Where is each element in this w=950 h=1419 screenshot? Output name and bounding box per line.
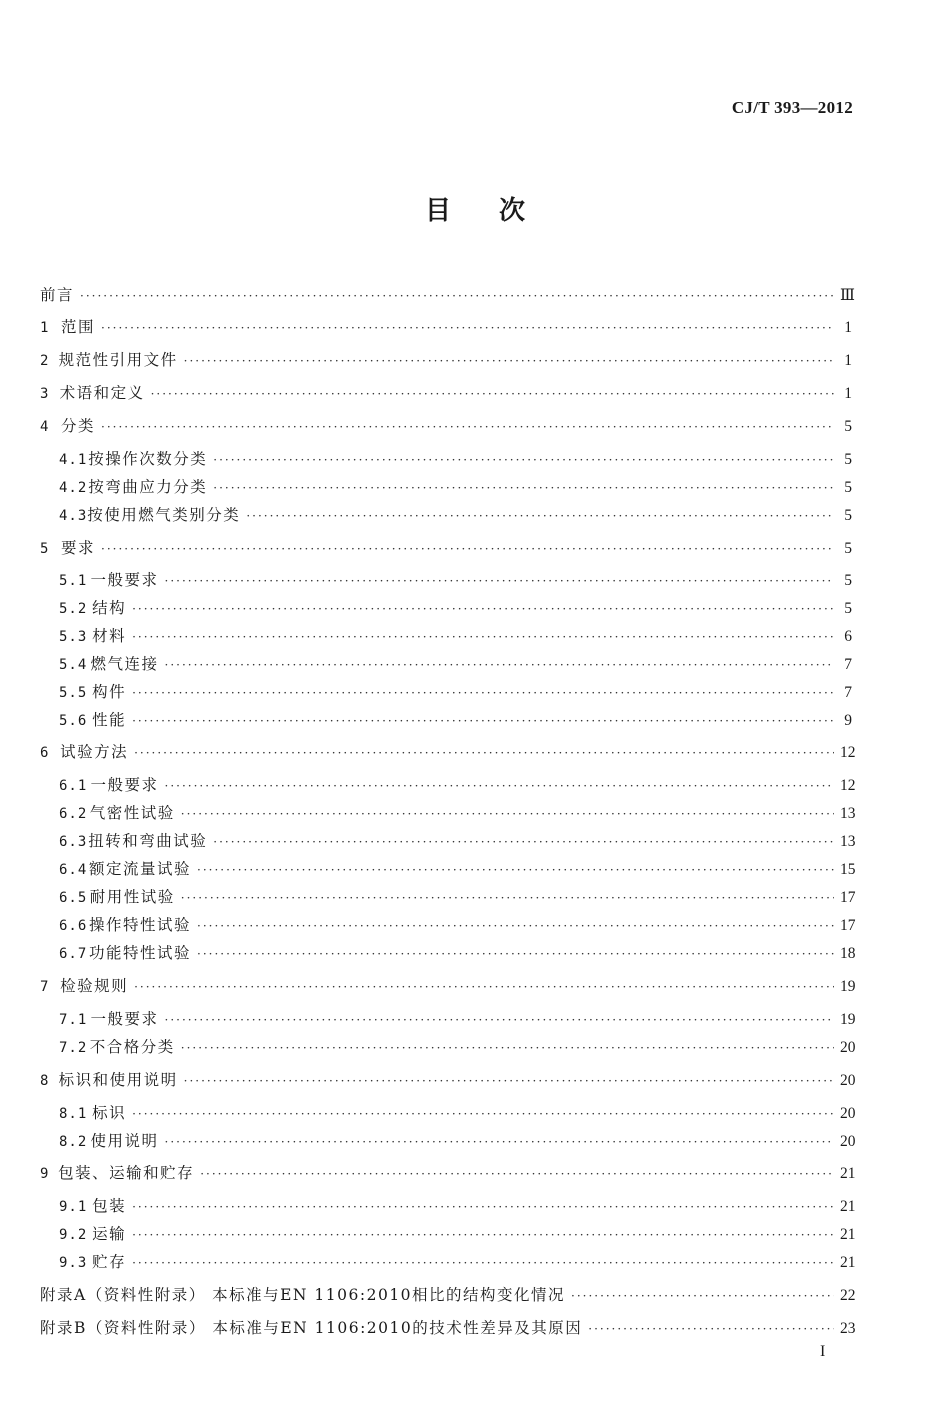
toc-dot-leader — [101, 317, 834, 339]
toc-entry-page: 5 — [844, 479, 852, 496]
toc-entry-page: 7 — [844, 684, 852, 701]
toc-entry-label: 使用说明 — [90, 1132, 159, 1150]
toc-entry[interactable] — [59, 569, 852, 591]
toc-dot-leader — [132, 598, 834, 620]
toc-entry-label: 构件 — [92, 683, 127, 701]
toc-entry-page: 1 — [844, 319, 852, 336]
toc-entry-page: 21 — [840, 1165, 856, 1182]
toc-entry-label: 规范性引用文件 — [58, 351, 178, 369]
toc-dot-leader — [165, 654, 834, 676]
toc-entry-number: 5 — [40, 541, 50, 557]
toc-entry-label: 扭转和弯曲试验 — [88, 832, 208, 850]
toc-dot-leader — [165, 570, 834, 592]
toc-entry[interactable] — [59, 1102, 856, 1124]
toc-entry[interactable] — [59, 1251, 856, 1273]
toc-dot-leader — [132, 710, 834, 732]
toc-dot-leader — [132, 682, 834, 704]
standard-code: CJ/T 393—2012 — [731, 98, 853, 117]
toc-entry-page: 5 — [844, 600, 852, 617]
toc-entry-page: 20 — [840, 1133, 856, 1150]
toc-entry-page: 1 — [844, 352, 852, 369]
toc-entry-number: 5.1 — [59, 573, 88, 589]
toc-entry-number: 4.3 — [59, 508, 88, 524]
toc-entry[interactable] — [59, 625, 852, 647]
toc-entry-label: 要求 — [61, 539, 96, 557]
toc-dot-leader — [101, 416, 834, 438]
toc-entry-label: 按操作次数分类 — [88, 450, 208, 468]
toc-entry-page: 12 — [840, 744, 856, 761]
toc-entry-label: 按弯曲应力分类 — [88, 478, 208, 496]
toc-entry-label: 标识和使用说明 — [58, 1071, 178, 1089]
toc-entry-page: 6 — [844, 628, 852, 645]
toc-entry-label: 气密性试验 — [89, 804, 175, 822]
toc-entry-page: 9 — [844, 712, 852, 729]
toc-dot-leader — [80, 285, 834, 307]
toc-entry-label: 分类 — [61, 417, 96, 435]
toc-entry-page: 5 — [844, 418, 852, 435]
toc-entry[interactable] — [59, 1008, 856, 1030]
toc-entry-number: 5.3 — [59, 629, 88, 645]
toc-entry[interactable] — [59, 448, 852, 470]
toc-dot-leader — [588, 1318, 834, 1340]
toc-entry-number: 5.5 — [59, 685, 88, 701]
footer-page-number: I — [820, 1343, 826, 1360]
toc-dot-leader — [101, 538, 834, 560]
toc-dot-leader — [165, 1131, 834, 1153]
toc-dot-leader — [213, 831, 834, 853]
toc-entry[interactable] — [59, 1223, 856, 1245]
toc-entry-label: 附录A（资料性附录） 本标准与EN 1106:2010相比的结构变化情况 — [40, 1286, 566, 1304]
toc-entry-label: 耐用性试验 — [89, 888, 175, 906]
toc-entry[interactable] — [40, 975, 856, 997]
toc-entry-label: 按使用燃气类别分类 — [87, 506, 241, 524]
toc-entry-number: 6.6 — [59, 918, 88, 934]
toc-entry[interactable] — [40, 284, 855, 306]
toc-entry[interactable] — [59, 681, 852, 703]
toc-entry-page: Ⅲ — [840, 287, 855, 304]
toc-dot-leader — [165, 775, 834, 797]
toc-entry-label: 贮存 — [92, 1253, 127, 1271]
toc-entry-label: 材料 — [92, 627, 127, 645]
toc-entry[interactable] — [59, 476, 852, 498]
toc-entry-page: 5 — [844, 451, 852, 468]
toc-entry[interactable] — [40, 1069, 856, 1091]
toc-entry-page: 5 — [844, 572, 852, 589]
toc-dot-leader — [165, 1009, 834, 1031]
toc-dot-leader — [181, 887, 834, 909]
toc-entry-page: 23 — [840, 1320, 856, 1337]
toc-entry[interactable] — [40, 1284, 856, 1306]
toc-dot-leader — [134, 976, 834, 998]
toc-entry-label: 范围 — [61, 318, 96, 336]
toc-entry-label: 检验规则 — [60, 977, 129, 995]
toc-entry-page: 13 — [840, 833, 856, 850]
toc-dot-leader — [181, 803, 834, 825]
toc-dot-leader — [184, 350, 834, 372]
toc-entry-number: 7.2 — [59, 1040, 88, 1056]
toc-entry-number: 8 — [40, 1073, 50, 1089]
toc-entry[interactable] — [40, 415, 852, 437]
toc-entry[interactable] — [59, 886, 856, 908]
toc-entry-number: 7.1 — [59, 1012, 88, 1028]
toc-entry-number: 7 — [40, 979, 50, 995]
toc-entry-number: 9.2 — [59, 1227, 88, 1243]
toc-entry[interactable] — [59, 1036, 856, 1058]
toc-entry[interactable] — [40, 1162, 856, 1184]
toc-entry[interactable] — [59, 914, 856, 936]
toc-entry-page: 22 — [840, 1287, 856, 1304]
toc-dot-leader — [132, 1103, 834, 1125]
toc-entry-number: 6.3 — [59, 834, 88, 850]
toc-entry-label: 包装 — [92, 1197, 127, 1215]
toc-entry-number: 6.2 — [59, 806, 88, 822]
toc-entry-page: 5 — [844, 507, 852, 524]
toc-entry-number: 9 — [40, 1166, 50, 1182]
toc-entry[interactable] — [40, 1317, 856, 1339]
toc-dot-leader — [197, 859, 834, 881]
toc-entry-number: 5.4 — [59, 657, 88, 673]
toc-entry-label: 一般要求 — [90, 776, 159, 794]
toc-dot-leader — [184, 1070, 834, 1092]
toc-entry[interactable] — [40, 382, 852, 404]
toc-entry-label: 燃气连接 — [90, 655, 159, 673]
toc-entry-page: 21 — [840, 1226, 856, 1243]
toc-entry[interactable] — [59, 1195, 856, 1217]
toc-entry-number: 5.6 — [59, 713, 88, 729]
toc-entry[interactable] — [59, 942, 856, 964]
toc-entry-label: 一般要求 — [90, 571, 159, 589]
toc-entry-label: 附录B（资料性附录） 本标准与EN 1106:2010的技术性差异及其原因 — [40, 1319, 583, 1337]
toc-entry-number: 4.2 — [59, 480, 88, 496]
toc-entry[interactable] — [59, 1130, 856, 1152]
toc-entry[interactable] — [59, 830, 856, 852]
toc-entry-page: 21 — [840, 1198, 856, 1215]
toc-entry-page: 20 — [840, 1105, 856, 1122]
toc-entry[interactable] — [59, 802, 856, 824]
toc-entry-number: 9.3 — [59, 1255, 88, 1271]
toc-entry-page: 20 — [840, 1039, 856, 1056]
toc-entry[interactable] — [40, 537, 852, 559]
toc-entry[interactable] — [40, 316, 852, 338]
toc-entry-page: 13 — [840, 805, 856, 822]
toc-entry[interactable] — [40, 349, 852, 371]
toc-entry-page: 1 — [844, 385, 852, 402]
toc-entry-page: 19 — [840, 1011, 856, 1028]
toc-dot-leader — [197, 915, 834, 937]
toc-entry-page: 17 — [840, 889, 856, 906]
toc-entry-label: 结构 — [92, 599, 127, 617]
toc-entry-number: 5.2 — [59, 601, 88, 617]
toc-entry-number: 6.5 — [59, 890, 88, 906]
toc-entry[interactable] — [59, 709, 852, 731]
toc-entry-page: 17 — [840, 917, 856, 934]
toc-entry[interactable] — [59, 504, 852, 526]
toc-entry-label: 操作特性试验 — [89, 916, 192, 934]
page-title: 目次 — [424, 196, 573, 226]
toc-entry-page: 5 — [844, 540, 852, 557]
toc-entry-label: 前言 — [40, 286, 75, 304]
toc-entry-page: 15 — [840, 861, 856, 878]
toc-dot-leader — [197, 943, 834, 965]
toc-dot-leader — [132, 626, 834, 648]
toc-entry-number: 6 — [40, 745, 50, 761]
toc-entry-number: 4.1 — [59, 452, 88, 468]
toc-entry[interactable] — [40, 741, 856, 763]
toc-entry-number: 1 — [40, 320, 50, 336]
toc-entry-number: 6.4 — [59, 862, 88, 878]
toc-entry-number: 9.1 — [59, 1199, 88, 1215]
toc-entry-label: 不合格分类 — [89, 1038, 175, 1056]
toc-entry-label: 标识 — [92, 1104, 127, 1122]
toc-dot-leader — [213, 449, 834, 471]
toc-dot-leader — [151, 383, 834, 405]
toc-entry-page: 7 — [844, 656, 852, 673]
toc-entry-label: 包装、运输和贮存 — [58, 1164, 195, 1182]
toc-entry-label: 运输 — [92, 1225, 127, 1243]
toc-dot-leader — [132, 1252, 834, 1274]
toc-entry[interactable] — [59, 858, 856, 880]
toc-dot-leader — [132, 1224, 834, 1246]
toc-dot-leader — [200, 1163, 834, 1185]
toc-entry-page: 12 — [840, 777, 856, 794]
toc-entry[interactable] — [59, 774, 856, 796]
toc-entry-number: 6.1 — [59, 778, 88, 794]
toc-entry-number: 8.1 — [59, 1106, 88, 1122]
toc-dot-leader — [213, 477, 834, 499]
toc-dot-leader — [181, 1037, 834, 1059]
toc-entry[interactable] — [59, 653, 852, 675]
toc-entry-number: 3 — [40, 386, 50, 402]
toc-entry-page: 18 — [840, 945, 856, 962]
toc-entry[interactable] — [59, 597, 852, 619]
toc-entry-number: 4 — [40, 419, 50, 435]
toc-entry-label: 试验方法 — [60, 743, 129, 761]
toc-dot-leader — [571, 1285, 834, 1307]
toc-dot-leader — [132, 1196, 834, 1218]
toc-dot-leader — [134, 742, 834, 764]
toc-entry-page: 20 — [840, 1072, 856, 1089]
toc-entry-label: 额定流量试验 — [89, 860, 192, 878]
toc-entry-page: 21 — [840, 1254, 856, 1271]
toc-dot-leader — [246, 505, 834, 527]
toc-entry-label: 功能特性试验 — [89, 944, 192, 962]
toc-entry-number: 8.2 — [59, 1134, 88, 1150]
toc-entry-number: 6.7 — [59, 946, 88, 962]
toc-entry-page: 19 — [840, 978, 856, 995]
toc-entry-number: 2 — [40, 353, 50, 369]
toc-entry-label: 一般要求 — [90, 1010, 159, 1028]
toc-entry-label: 术语和定义 — [59, 384, 145, 402]
toc-entry-label: 性能 — [92, 711, 127, 729]
